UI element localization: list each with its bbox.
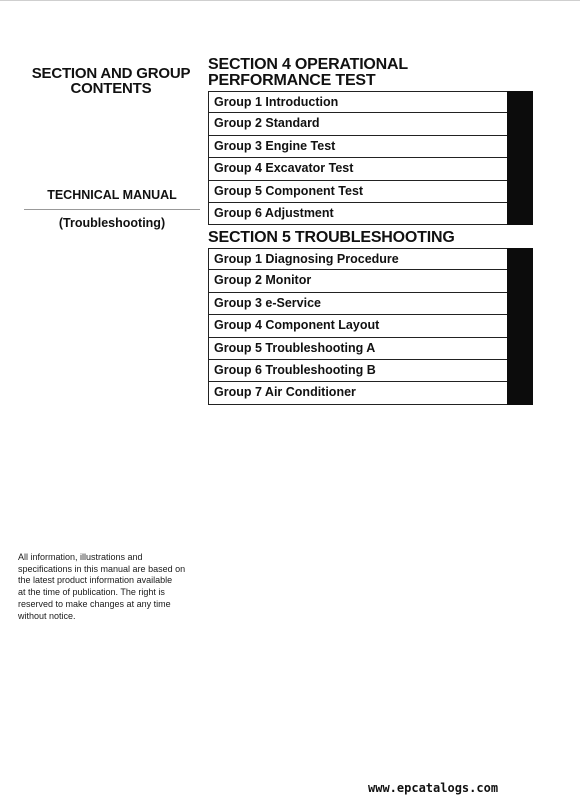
footer-url: www.epcatalogs.com — [368, 781, 499, 795]
group-label: Group 4 Component Layout — [214, 318, 380, 333]
section5-group-row[interactable] — [208, 382, 533, 404]
tab-marker — [507, 91, 533, 113]
disclaimer-line: at the time of publication. The right is — [18, 587, 165, 598]
tab-marker — [507, 248, 533, 270]
group-label: Group 2 Monitor — [214, 273, 312, 288]
group-label: Group 4 Excavator Test — [214, 161, 354, 176]
section5-group-row[interactable] — [208, 360, 533, 382]
tab-marker — [507, 135, 533, 158]
disclaimer-line: without notice. — [18, 610, 76, 621]
contents-title-line1: SECTION AND GROUP — [31, 65, 191, 82]
tab-marker — [507, 314, 533, 337]
section5-group-row[interactable] — [208, 270, 533, 292]
group-label: Group 2 Standard — [214, 116, 320, 131]
group-label: Group 3 Engine Test — [214, 138, 336, 153]
section4-group-row[interactable] — [208, 158, 533, 180]
section5-group-row[interactable] — [208, 293, 533, 315]
tab-marker — [507, 180, 533, 203]
tab-marker — [507, 112, 533, 135]
section4-title-line2: PERFORMANCE TEST — [208, 72, 376, 89]
group-label: Group 3 e-Service — [214, 295, 321, 310]
manual-subtitle: (Troubleshooting) — [58, 216, 166, 230]
group-label: Group 5 Component Test — [214, 183, 364, 198]
tab-marker — [507, 292, 533, 315]
tab-marker — [507, 202, 533, 225]
tab-marker — [507, 337, 533, 360]
disclaimer-line: the latest product information available — [18, 575, 173, 586]
group-label: Group 6 Troubleshooting B — [214, 362, 376, 377]
section4-title-line1: SECTION 4 OPERATIONAL — [208, 56, 408, 73]
section5-group-list — [208, 248, 533, 405]
section4-group-row[interactable] — [208, 113, 533, 135]
group-label: Group 5 Troubleshooting A — [214, 340, 376, 355]
section5-group-row[interactable] — [208, 248, 533, 270]
tab-marker — [507, 359, 533, 382]
contents-title — [18, 66, 204, 96]
disclaimer-line: All information, illustrations and — [18, 552, 143, 562]
section4-group-row[interactable] — [208, 203, 533, 225]
group-label: Group 1 Diagnosing Procedure — [214, 252, 399, 266]
section4-group-row[interactable] — [208, 181, 533, 203]
disclaimer-line: reserved to make changes at any time — [18, 598, 171, 609]
section5-group-row[interactable] — [208, 315, 533, 337]
group-label: Group 1 Introduction — [214, 95, 339, 109]
tab-marker — [507, 269, 533, 292]
tab-marker — [507, 157, 533, 180]
group-label: Group 6 Adjustment — [214, 205, 334, 220]
section4-title — [208, 57, 538, 89]
contents-title-line2: CONTENTS — [70, 80, 152, 97]
section5-group-row[interactable] — [208, 338, 533, 360]
section5-title: SECTION 5 TROUBLESHOOTING — [208, 229, 455, 246]
manual-divider — [24, 209, 200, 210]
disclaimer-text — [18, 552, 192, 622]
tab-marker — [507, 381, 533, 404]
section4-group-row[interactable] — [208, 91, 533, 113]
group-label: Group 7 Air Conditioner — [214, 385, 356, 400]
top-rule — [0, 0, 580, 1]
disclaimer-line: specifications in this manual are based on — [18, 563, 186, 574]
manual-title: TECHNICAL MANUAL — [47, 188, 177, 202]
section4-group-row[interactable] — [208, 136, 533, 158]
section4-group-list — [208, 91, 533, 225]
